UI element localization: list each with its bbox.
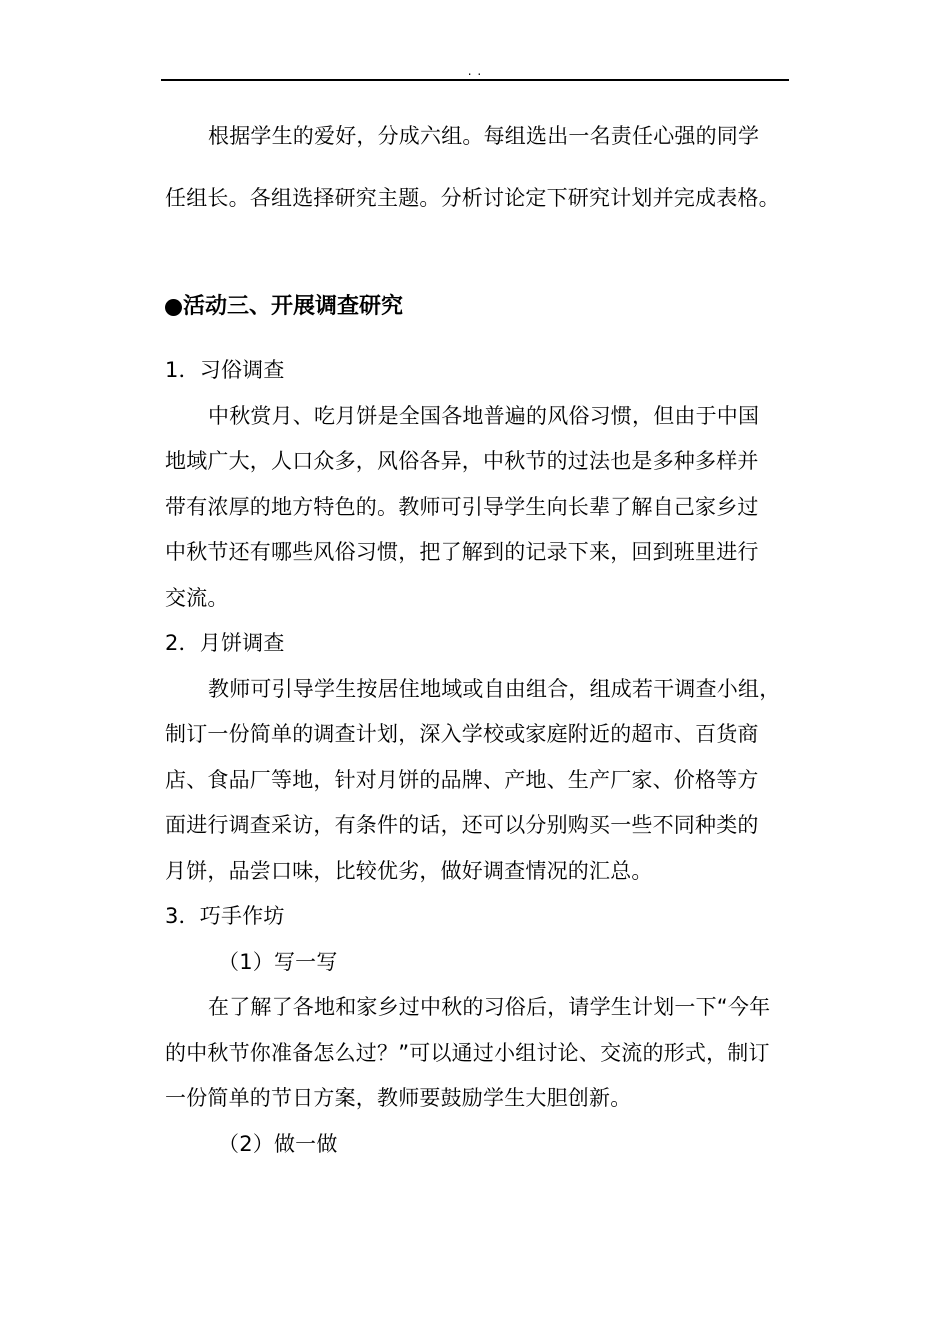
paragraph-line: 月饼，品尝口味，比较优劣，做好调查情况的汇总。 — [165, 859, 653, 883]
subitem-title: （2）做一做 — [218, 1132, 338, 1156]
paragraph-line: 店、食品厂等地，针对月饼的品牌、产地、生产厂家、价格等方 — [165, 768, 759, 792]
paragraph-line: 根据学生的爱好，分成六组。每组选出一名责任心强的同学 — [208, 124, 760, 148]
page-header-dots: . . — [467, 64, 483, 78]
section-title: 活动三、开展调查研究 — [183, 294, 404, 319]
paragraph-line: 交流。 — [165, 586, 229, 610]
paragraph-line: 教师可引导学生按居住地域或自由组合，组成若干调查小组， — [208, 677, 781, 701]
paragraph-line: 的中秋节你准备怎么过？”可以通过小组讨论、交流的形式，制订 — [165, 1041, 770, 1065]
paragraph-line: 面进行调查采访，有条件的话，还可以分别购买一些不同种类的 — [165, 813, 759, 837]
page-header-rule — [161, 79, 789, 81]
paragraph-line: 带有浓厚的地方特色的。教师可引导学生向长辈了解自己家乡过 — [165, 495, 759, 519]
subitem-title: （1）写一写 — [218, 950, 338, 974]
paragraph-line: 制订一份简单的调查计划，深入学校或家庭附近的超市、百货商 — [165, 722, 759, 746]
bullet-icon — [165, 299, 182, 316]
paragraph-line: 在了解了各地和家乡过中秋的习俗后，请学生计划一下“今年 — [208, 995, 771, 1019]
paragraph-line: 中秋节还有哪些风俗习惯，把了解到的记录下来，回到班里进行 — [165, 540, 759, 564]
section-heading — [165, 292, 403, 322]
paragraph-line: 中秋赏月、吃月饼是全国各地普遍的风俗习惯，但由于中国 — [208, 404, 760, 428]
item-title: 2．月饼调查 — [165, 631, 285, 655]
paragraph-line: 任组长。各组选择研究主题。分析讨论定下研究计划并完成表格。 — [165, 186, 780, 210]
paragraph-line: 一份简单的节日方案，教师要鼓励学生大胆创新。 — [165, 1086, 632, 1110]
item-title: 1．习俗调查 — [165, 358, 285, 382]
paragraph-line: 地域广大，人口众多，风俗各异，中秋节的过法也是多种多样并 — [165, 449, 759, 473]
item-title: 3．巧手作坊 — [165, 904, 285, 928]
